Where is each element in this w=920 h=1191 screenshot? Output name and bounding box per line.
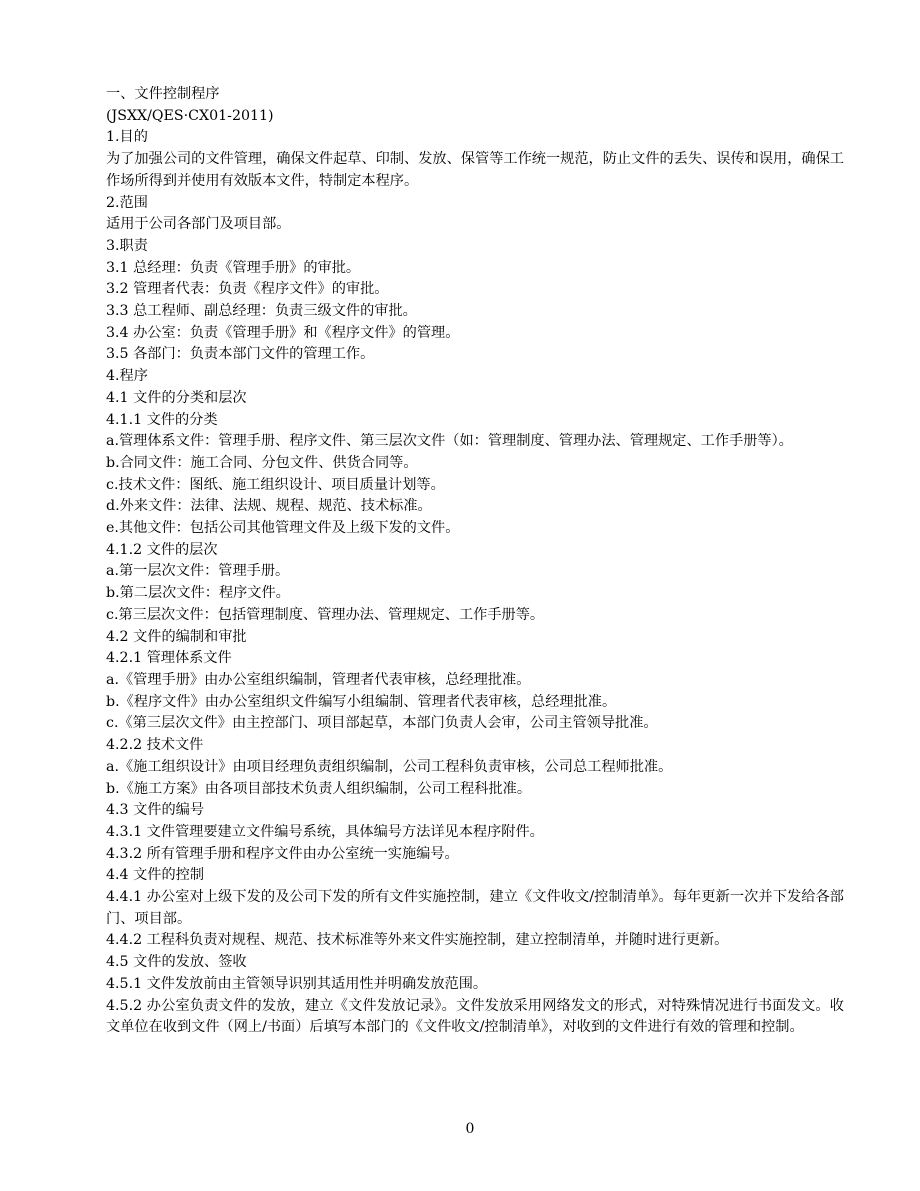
paragraph: c.《第三层次文件》由主控部门、项目部起草，本部门负责人会审，公司主管领导批准。: [106, 715, 658, 732]
paragraph: c.第三层次文件：包括管理制度、管理办法、管理规定、工作手册等。: [106, 606, 545, 623]
paragraph: 适用于公司各部门及项目部。: [106, 216, 291, 233]
paragraph: 4.4.2 工程科负责对规程、规范、技术标准等外来文件实施控制，建立控制清单，并随时进行更新。: [106, 932, 729, 949]
section-heading: 3.职责: [106, 237, 148, 254]
paragraph: c.技术文件：图纸、施工组织设计、项目质量计划等。: [106, 476, 445, 493]
section-heading: 4.程序: [106, 368, 148, 385]
doc-title: 一、文件控制程序: [106, 86, 220, 102]
document-body: [106, 84, 844, 1039]
subsection-heading: 4.2 文件的编制和审批: [106, 628, 247, 645]
paragraph: 3.1 总经理：负责《管理手册》的审批。: [106, 259, 361, 276]
paragraph: 3.5 各部门：负责本部门文件的管理工作。: [106, 346, 375, 363]
paragraph: a.《施工组织设计》由项目经理负责组织编制，公司工程科负责审核，公司总工程师批准。: [106, 758, 673, 775]
paragraph: 4.4.1 办公室对上级下发的及公司下发的所有文件实施控制，建立《文件收文/控制清单》。每年更新一次并下发给各部门、项目部。: [106, 889, 844, 927]
paragraph: 为了加强公司的文件管理，确保文件起草、印制、发放、保管等工作统一规范，防止文件的丢失、误传和误用，确保工作场所得到并使用有效版本文件，特制定本程序。: [106, 151, 844, 189]
paragraph: 4.5.2 办公室负责文件的发放，建立《文件发放记录》。文件发放采用网络发文的形式，对特殊情况进行书面发文。收文单位在收到文件（网上/书面）后填写本部门的《文件收文/控制清单》，对收到的文件进行有效的管理和控制。: [106, 997, 844, 1036]
paragraph: e.其他文件：包括公司其他管理文件及上级下发的文件。: [106, 520, 460, 537]
paragraph: 4.3.1 文件管理要建立文件编号系统，具体编号方法详见本程序附件。: [106, 823, 544, 840]
paragraph: 3.2 管理者代表：负责《程序文件》的审批。: [106, 281, 389, 298]
doc-code: (JSXX/QES·CX01-2011): [106, 107, 274, 124]
paragraph: b.《施工方案》由各项目部技术负责人组织编制，公司工程科批准。: [106, 780, 532, 797]
paragraph: b.《程序文件》由办公室组织文件编写小组编制、管理者代表审核，总经理批准。: [106, 693, 617, 710]
subsection-heading: 4.3 文件的编号: [106, 802, 205, 819]
subsection-heading: 4.1 文件的分类和层次: [106, 389, 247, 406]
paragraph: b.合同文件：施工合同、分包文件、供货合同等。: [106, 454, 418, 471]
section-heading: 1.目的: [106, 129, 148, 146]
paragraph: 4.5.1 文件发放前由主管领导识别其适用性并明确发放范围。: [106, 975, 488, 992]
subsection-heading: 4.2.1 管理体系文件: [106, 650, 232, 667]
page-number: 0: [465, 1121, 475, 1137]
subsection-heading: 4.1.1 文件的分类: [106, 411, 218, 428]
paragraph: 4.3.2 所有管理手册和程序文件由办公室统一实施编号。: [106, 845, 459, 862]
paragraph: d.外来文件：法律、法规、规程、规范、技术标准。: [106, 498, 432, 515]
subsection-heading: 4.1.2 文件的层次: [106, 541, 218, 558]
subsection-heading: 4.2.2 技术文件: [106, 737, 204, 754]
paragraph: a.《管理手册》由办公室组织编制，管理者代表审核，总经理批准。: [106, 671, 531, 688]
paragraph: a.管理体系文件：管理手册、程序文件、第三层次文件（如：管理制度、管理办法、管理规定、工作手册等）。: [106, 433, 793, 450]
subsection-heading: 4.4 文件的控制: [106, 867, 205, 884]
paragraph: 3.3 总工程师、副总经理：负责三级文件的审批。: [106, 303, 417, 320]
section-heading: 2.范围: [106, 194, 148, 211]
subsection-heading: 4.5 文件的发放、签收: [106, 954, 247, 971]
paragraph: 3.4 办公室：负责《管理手册》和《程序文件》的管理。: [106, 324, 460, 341]
paragraph: b.第二层次文件：程序文件。: [106, 585, 290, 602]
paragraph: a.第一层次文件：管理手册。: [106, 563, 290, 580]
